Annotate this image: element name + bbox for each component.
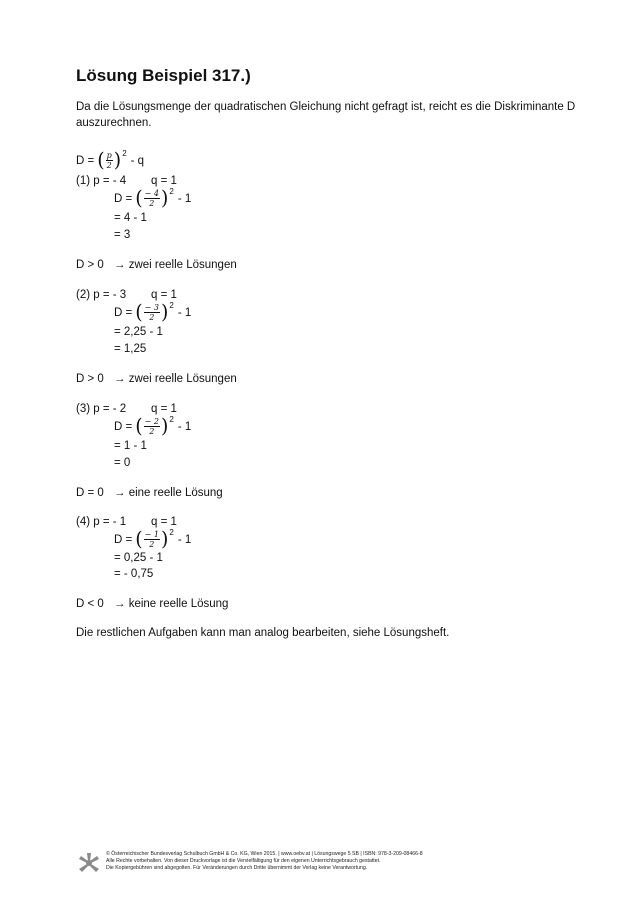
left-paren: ( [135, 414, 143, 438]
example-fraction [144, 417, 160, 436]
example-2-condition: D > 0 [76, 373, 104, 385]
example-1-head: (1) p = - 4 [76, 175, 127, 187]
example-3-step-2: = 0 [114, 457, 131, 469]
exponent: 2 [169, 186, 174, 196]
footer-line-3: Die Kopiergebühren sind abgegolten. Für Veränderungen durch Dritte übernimmt der Verlag keine Verantwortung. [106, 865, 368, 871]
example-4-head: (4) p = - 1 [76, 516, 127, 528]
example-3-step-1: = 1 - 1 [114, 440, 147, 452]
left-paren: ( [135, 186, 143, 210]
footer-line-2: Alle Rechte vorbehalten. Von dieser Druckvorlage ist die Vervielfältigung für den eigenen Unterrichtsgebrauch gestattet. [106, 858, 381, 864]
right-paren: ) [113, 148, 122, 172]
fraction-denominator: 2 [149, 427, 155, 436]
right-paren: ) [160, 300, 169, 324]
general-formula [76, 148, 145, 172]
example-fraction [144, 303, 160, 322]
right-paren: ) [160, 527, 169, 551]
left-paren: ( [97, 148, 105, 172]
fraction-denominator: 2 [106, 161, 112, 170]
formula-rest: - 1 [177, 533, 192, 546]
example-3-d-formula [114, 414, 192, 438]
example-1-d-formula [114, 186, 192, 210]
example-4-condition: D < 0 [76, 598, 104, 610]
right-paren: ) [160, 414, 169, 438]
intro-paragraph: Da die Lösungsmenge der quadratischen Gleichung nicht gefragt ist, reicht es die Diskriminante D auszurechnen. [76, 101, 576, 129]
fraction-numerator: − 2 [144, 417, 159, 426]
left-paren: ( [135, 300, 143, 324]
formula-rest: - 1 [177, 420, 192, 433]
fraction-numerator: − 4 [144, 189, 159, 198]
d-label: D = [114, 192, 133, 205]
example-3-condition: D = 0 [76, 487, 104, 499]
example-2-d-formula [114, 300, 192, 324]
example-2-result: → zwei reelle Lösungen [114, 373, 237, 385]
exponent: 2 [169, 414, 174, 424]
exponent: 2 [169, 300, 174, 310]
example-4-step-2: = - 0,75 [114, 568, 154, 580]
fraction-denominator: 2 [149, 199, 155, 208]
example-1-result: → zwei reelle Lösungen [114, 259, 237, 271]
exponent: 2 [169, 527, 174, 537]
example-1-step-2: = 3 [114, 229, 131, 241]
example-4-step-1: = 0,25 - 1 [114, 552, 163, 564]
d-label: D = [114, 420, 133, 433]
formula-rest: - 1 [177, 306, 192, 319]
fraction-numerator: − 1 [144, 530, 159, 539]
formula-lhs: D = [76, 154, 95, 167]
closing-paragraph: Die restlichen Aufgaben kann man analog bearbeiten, siehe Lösungsheft. [76, 627, 450, 639]
right-paren: ) [160, 186, 169, 210]
example-4-q: q = 1 [151, 516, 177, 528]
fraction-denominator: 2 [149, 313, 155, 322]
fraction-denominator: 2 [149, 540, 155, 549]
example-4-result: → keine reelle Lösung [114, 598, 229, 610]
example-3-result: → eine reelle Lösung [114, 487, 223, 499]
publisher-logo-icon [78, 852, 100, 874]
example-2-step-2: = 1,25 [114, 343, 147, 355]
example-3-q: q = 1 [151, 403, 177, 415]
example-3-head: (3) p = - 2 [76, 403, 127, 415]
d-label: D = [114, 306, 133, 319]
example-fraction [144, 530, 160, 549]
footer-line-1: © Österreichischer Bundesverlag Schulbuch GmbH & Co. KG, Wien 2015. | www.oebv.at | Lösungswege 5 SB | ISBN: 978-3-209-08466-8 [106, 851, 423, 857]
formula-fraction [106, 151, 113, 170]
footer-copyright [106, 851, 586, 872]
formula-rest: - 1 [177, 192, 192, 205]
formula-exponent: 2 [122, 148, 127, 158]
fraction-numerator: p [106, 151, 112, 160]
example-fraction [144, 189, 160, 208]
fraction-numerator: − 3 [144, 303, 159, 312]
example-1-condition: D > 0 [76, 259, 104, 271]
d-label: D = [114, 533, 133, 546]
left-paren: ( [135, 527, 143, 551]
example-2-q: q = 1 [151, 289, 177, 301]
example-4-d-formula [114, 527, 192, 551]
example-2-head: (2) p = - 3 [76, 289, 127, 301]
example-1-q: q = 1 [151, 175, 177, 187]
formula-rest: - q [130, 154, 145, 167]
example-2-step-1: = 2,25 - 1 [114, 326, 163, 338]
page-title: Lösung Beispiel 317.) [76, 66, 251, 85]
example-1-step-1: = 4 - 1 [114, 212, 147, 224]
